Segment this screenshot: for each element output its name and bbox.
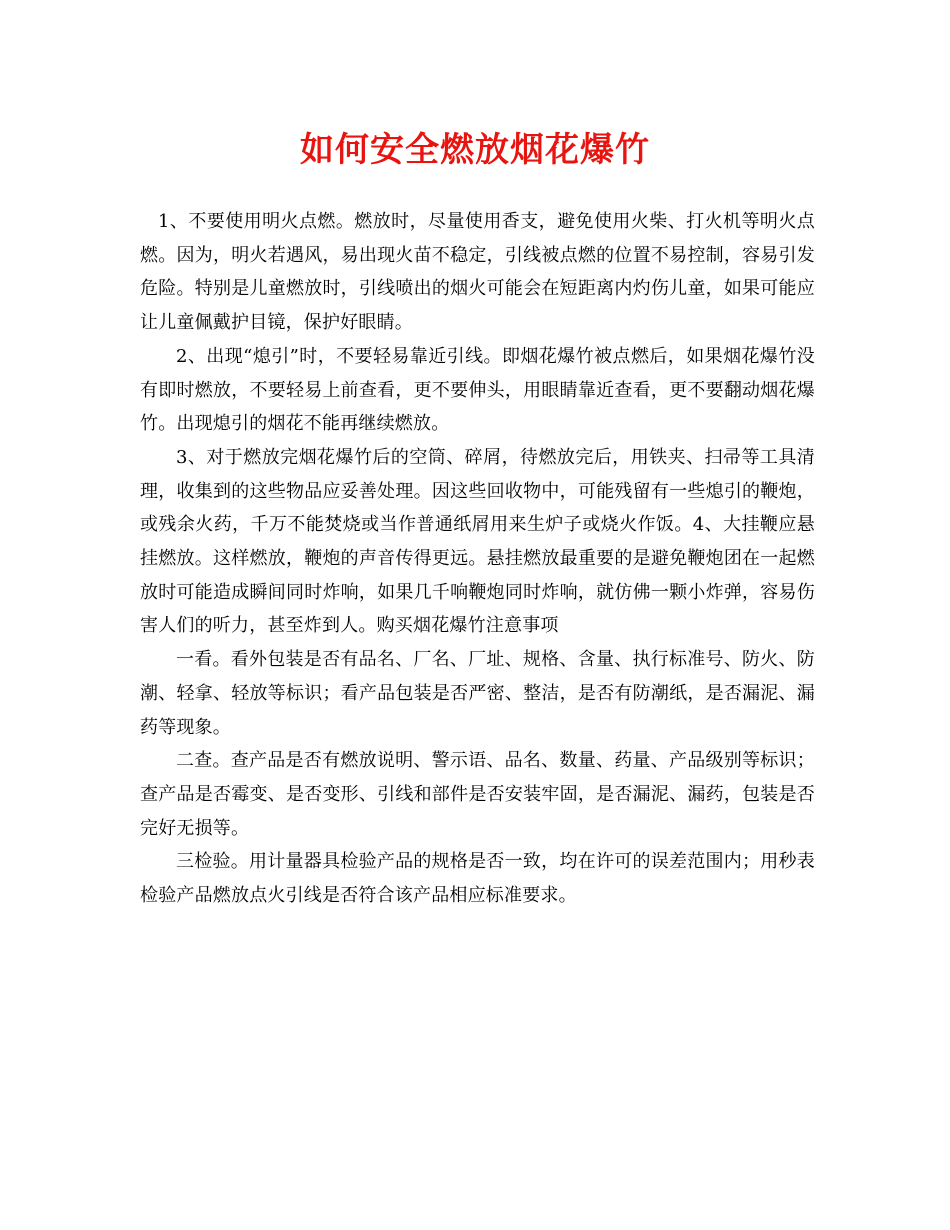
paragraph-inspect: 三检验。用计量器具检验产品的规格是否一致，均在许可的误差范围内；用秒表检验产品燃放点火引线是否符合该产品相应标准要求。 — [140, 851, 815, 907]
document-title: 如何安全燃放烟花爆竹 — [300, 130, 650, 170]
paragraph-check-product: 二查。查产品是否有燃放说明、警示语、品名、数量、药量、产品级别等标识；查产品是否霉变、是否变形、引线和部件是否安装牢固，是否漏泥、漏药，包装是否完好无损等。 — [140, 750, 815, 839]
paragraph-tip-1-to-4: 1、不要使用明火点燃。燃放时，尽量使用香支，避免使用火柴、打火机等明火点燃。因为，明火若遇风，易出现火苗不稳定，引线被点燃的位置不易控制，容易引发危险。特别是儿童燃放时，引线喷出的烟火可能会在短距离内灼伤儿童，如果可能应让儿童佩戴护目镜，保护好眼睛。 — [140, 211, 815, 334]
paragraph-tip-3-and-4: 3、对于燃放完烟花爆竹后的空筒、碎屑，待燃放完后，用铁夹、扫帚等工具清理，收集到的这些物品应妥善处理。因这些回收物中，可能残留有一些熄引的鞭炮，或残余火药，千万不能焚烧或当作普通纸屑用来生炉子或烧火作饭。4、大挂鞭应悬挂燃放。这样燃放，鞭炮的声音传得更远。悬挂燃放最重要的是避免鞭炮团在一起燃放时可能造成瞬间同时炸响，如果几千响鞭炮同时炸响，就仿佛一颗小炸弹，容易伤害人们的听力，甚至炸到人。购买烟花爆竹注意事项 — [140, 446, 815, 637]
paragraph-check-packaging: 一看。看外包装是否有品名、厂名、厂址、规格、含量、执行标准号、防火、防潮、轻拿、轻放等标识；看产品包装是否严密、整洁，是否有防潮纸，是否漏泥、漏药等现象。 — [140, 649, 815, 738]
paragraph-tip-2: 2、出现“熄引”时，不要轻易靠近引线。即烟花爆竹被点燃后，如果烟花爆竹没有即时燃放，不要轻易上前查看，更不要伸头，用眼睛靠近查看，更不要翻动烟花爆竹。出现熄引的烟花不能再继续燃放。 — [140, 345, 815, 435]
document-body — [140, 205, 815, 913]
